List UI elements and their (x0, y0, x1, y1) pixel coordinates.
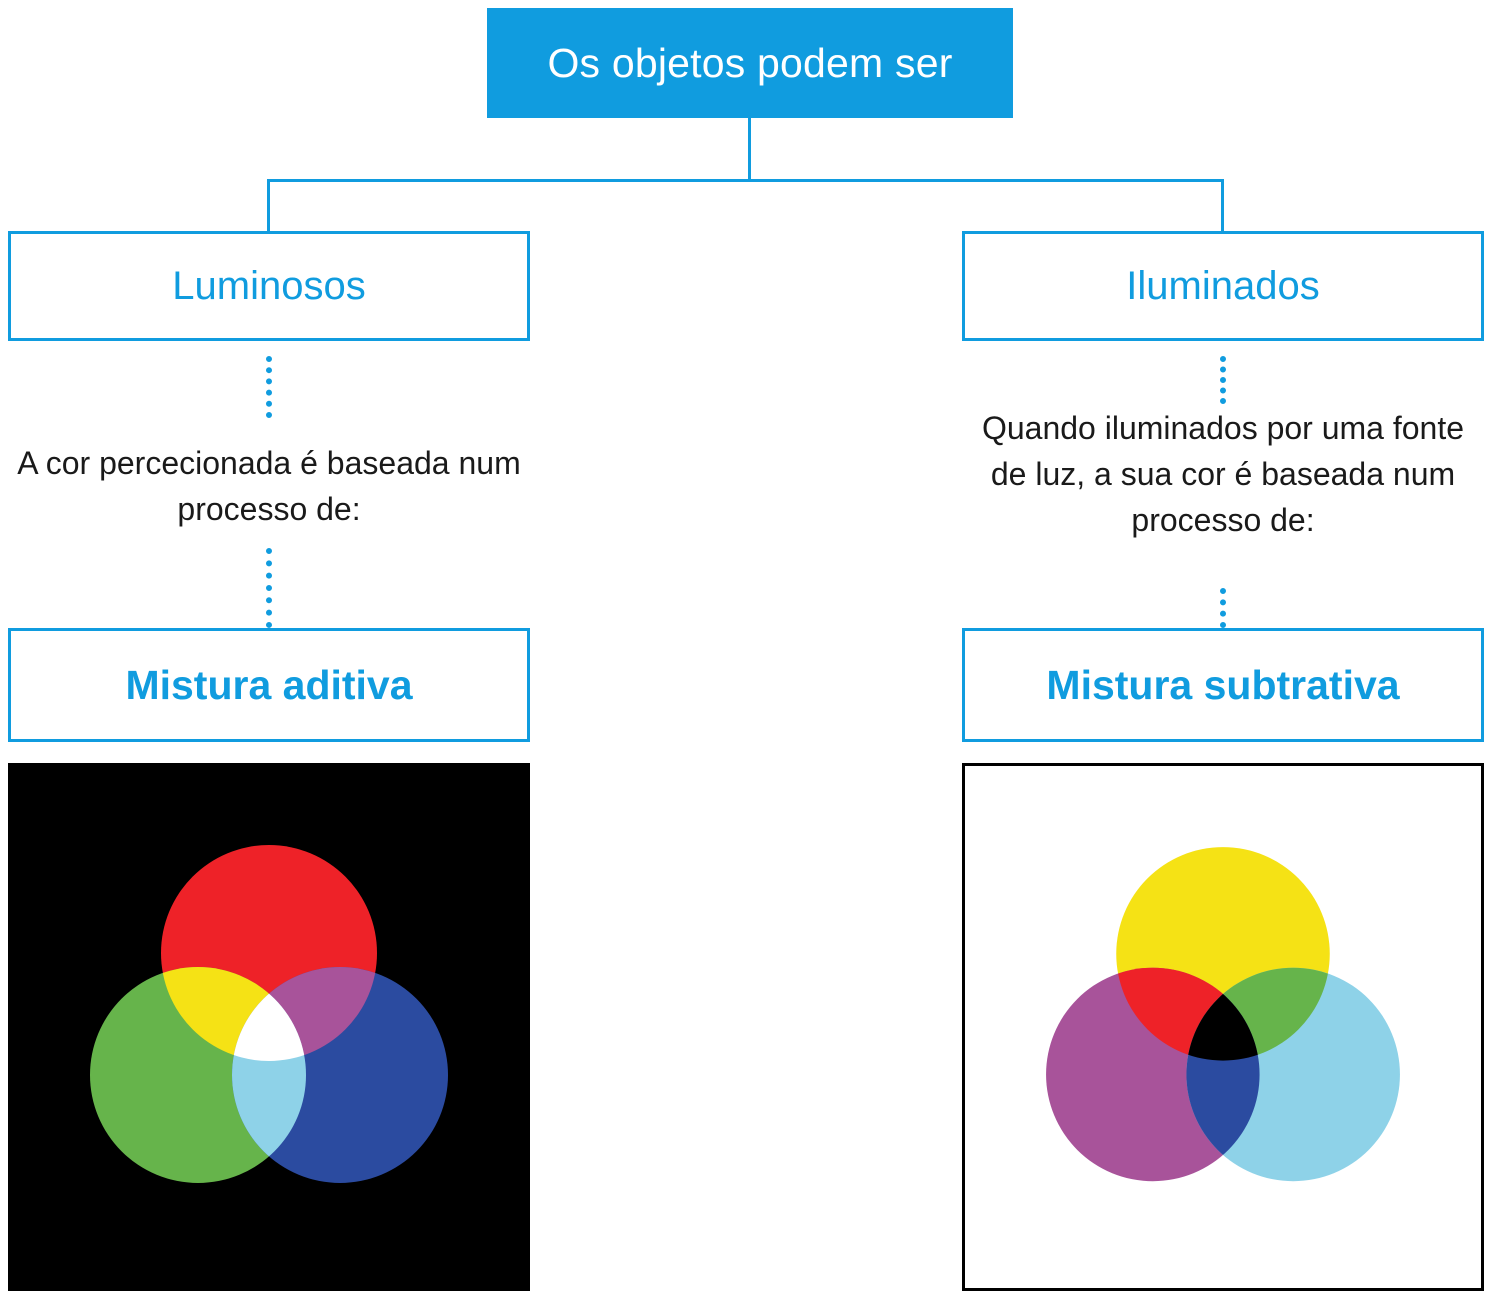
additive-color-figure (8, 763, 530, 1291)
category-node-luminosos (8, 231, 530, 341)
category-label-luminosos: Luminosos (172, 263, 366, 308)
dotted-connector-left-upper (266, 356, 272, 418)
dotted-connector-right-upper (1220, 356, 1226, 404)
result-label-mistura-subtrativa: Mistura subtrativa (1046, 661, 1400, 708)
connector-right-drop (1221, 179, 1224, 231)
category-label-iluminados: Iluminados (1126, 263, 1320, 308)
connector-horizontal-bar (267, 179, 1224, 182)
result-label-mistura-aditiva: Mistura aditiva (125, 661, 413, 708)
connector-left-drop (267, 179, 270, 231)
dotted-connector-right-lower (1220, 588, 1226, 628)
description-iluminados: Quando iluminados por uma fonte de luz, a sua cor é baseada num processo de: (981, 410, 1465, 538)
dotted-connector-left-lower (266, 548, 272, 628)
additive-color-venn (8, 763, 530, 1291)
description-luminosos: A cor percecionada é baseada num processo de: (17, 445, 521, 527)
connector-stem (748, 118, 751, 181)
root-node-label: Os objetos podem ser (547, 39, 953, 86)
category-node-iluminados (962, 231, 1484, 341)
result-node-mistura-aditiva (8, 628, 530, 742)
root-node (487, 8, 1013, 118)
subtractive-color-venn (965, 766, 1481, 1288)
subtractive-color-figure (962, 763, 1484, 1291)
result-node-mistura-subtrativa (962, 628, 1484, 742)
